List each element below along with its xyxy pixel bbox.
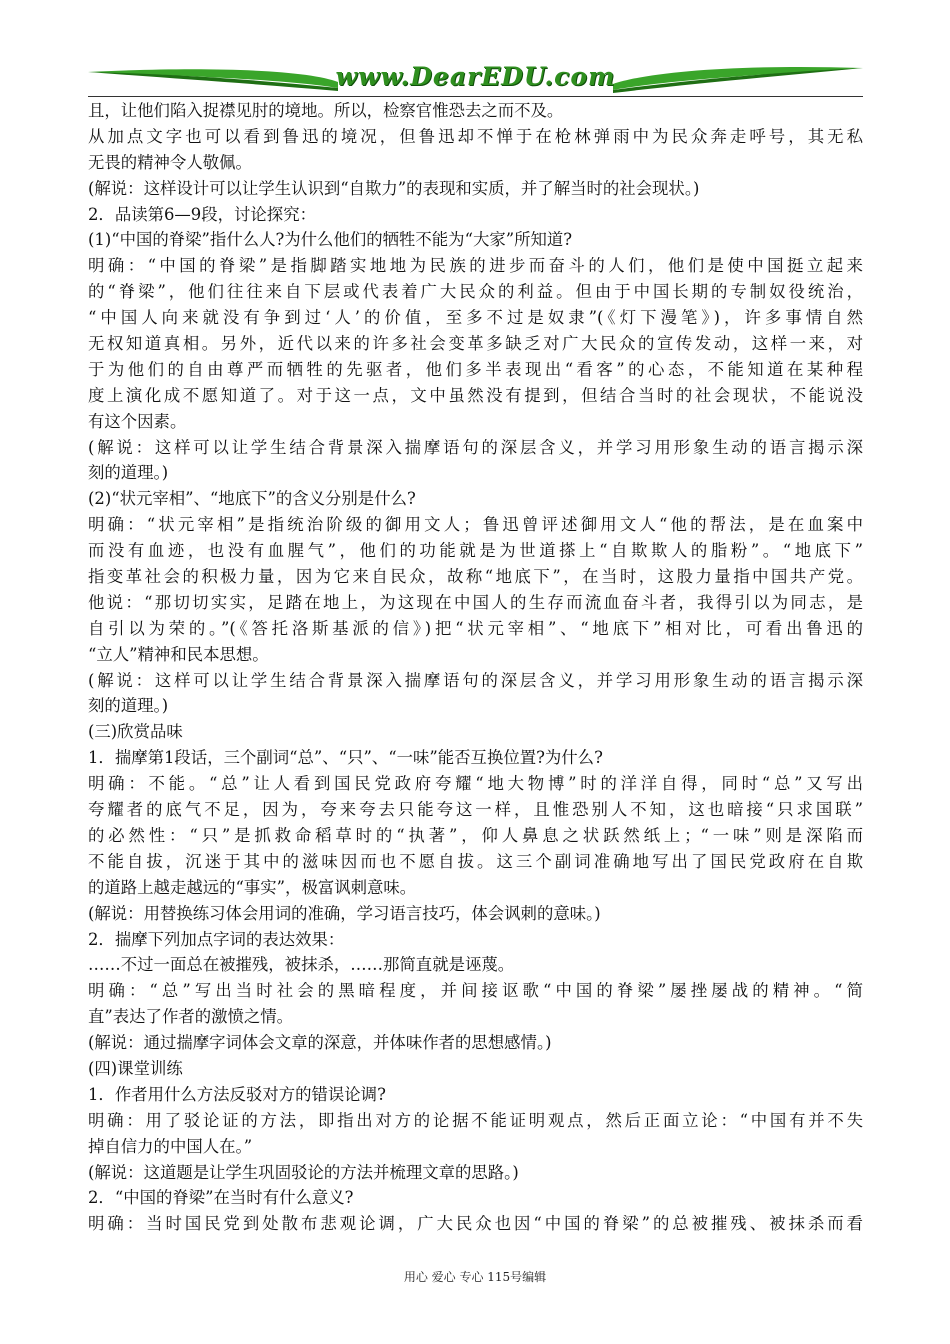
- text-line: 的道路上越走越远的“事实”，极富讽刺意味。: [88, 877, 417, 897]
- text-line: 自引以为荣的。”(《答托洛斯基派的信》)把“状元宰相”、“地底下”相对比，可看出鲁迅的: [88, 618, 863, 638]
- text-line: 刻的道理。): [88, 463, 169, 483]
- text-line: 有这个因素。: [88, 411, 187, 431]
- text-line: 明确：用了驳论证的方法，即指出对方的论据不能证明观点，然后正面立论：“中国有并不失: [88, 1110, 863, 1130]
- text-line: 且，让他们陷入捉襟见肘的境地。所以，检察官惟恐去之而不及。: [88, 101, 564, 120]
- text-line: 明确：不能。“总”让人看到国民党政府夸耀“地大物博”时的洋洋自得，同时“总”又写出: [88, 774, 863, 794]
- text-line: 明确：“总”写出当时社会的黑暗程度，并间接讴歌“中国的脊梁”屡挫屡战的精神。“简: [88, 981, 863, 1001]
- text-line: (1)“中国的脊梁”指什么人?为什么他们的牺牲不能为“大家”所知道?: [88, 230, 573, 250]
- text-line: 从加点文字也可以看到鲁迅的境况，但鲁迅却不惮于在枪林弹雨中为民众奔走呼号，其无私: [88, 126, 863, 146]
- text-line: 2．“中国的脊梁”在当时有什么意义?: [88, 1188, 354, 1208]
- text-line: 指变革社会的积极力量，因为它来自民众，故称“地底下”，在当时，这股力量指中国共产党。: [88, 567, 863, 587]
- text-line: (解说：用替换练习体会用词的准确，学习语言技巧，体会讽刺的意味。): [88, 903, 601, 923]
- text-line: (2)“状元宰相”、“地底下”的含义分别是什么?: [88, 489, 416, 509]
- text-line: 直”表达了作者的激愤之情。: [88, 1007, 294, 1027]
- text-line: 于为他们的自由尊严而牺牲的先驱者，他们多半表现出“看客”的心态，不能知道在某种程: [88, 359, 863, 379]
- text-line: (解说：这样设计可以让学生认识到“自欺力”的表现和实质，并了解当时的社会现状。): [88, 178, 700, 198]
- text-line: (解说：这样可以让学生结合背景深入揣摩语句的深层含义，并学习用形象生动的语言揭示深: [88, 670, 863, 690]
- text-line: 不能自拔，沉迷于其中的滋味因而也不愿自拔。这三个副词准确地写出了国民党政府在自欺: [88, 851, 863, 871]
- text-line: “立人”精神和民本思想。: [88, 644, 269, 664]
- text-line: 1．揣摩第1段话，三个副词“总”、“只”、“一味”能否互换位置?为什么?: [88, 748, 603, 768]
- text-line: 的必然性：“只”是抓救命稻草时的“执著”，仰人鼻息之状跃然纸上；“一味”则是深陷而: [88, 825, 863, 845]
- text-line: (四)课堂训练: [88, 1058, 183, 1078]
- text-line: (三)欣赏品味: [88, 722, 183, 742]
- text-line: 掉自信力的中国人在。”: [88, 1136, 253, 1156]
- text-line: 而没有血迹，也没有血腥气”，他们的功能就是为世道搽上“自欺欺人的脂粉”。“地底下”: [88, 541, 863, 561]
- text-line: ……不过一面总在被摧残，被抹杀，……那简直就是诬蔑。: [88, 955, 515, 975]
- text-line: 无畏的精神令人敬佩。: [88, 152, 252, 172]
- document-body: [88, 98, 863, 1237]
- text-line: (解说：这样可以让学生结合背景深入揣摩语句的深层含义，并学习用形象生动的语言揭示深: [88, 437, 863, 457]
- text-line: (解说：通过揣摩字词体会文章的深意，并体味作者的思想感情。): [88, 1033, 552, 1053]
- text-line: 他说：“那切切实实，足踏在地上，为这现在中国人的生存而流血奋斗者，我得引以为同志，是: [88, 592, 863, 612]
- text-line: 明确：当时国民党到处散布悲观论调，广大民众也因“中国的脊梁”的总被摧残、被抹杀而看: [88, 1214, 863, 1234]
- text-line: 无权知道真相。另外，近代以来的许多社会变革多缺乏对广大民众的宣传发动，这样一来，对: [88, 334, 863, 354]
- page-footer: 用心 爱心 专心 115号编辑: [403, 1270, 547, 1284]
- text-line: 2．揣摩下列加点字词的表达效果：: [88, 929, 345, 949]
- text-line: 夸耀者的底气不足，因为，夸来夸去只能夸这一样，且惟恐别人不知，这也暗接“只求国联”: [88, 800, 863, 820]
- text-line: 明确：“状元宰相”是指统治阶级的御用文人；鲁迅曾评述御用文人“他的帮法，是在血案中: [88, 515, 863, 535]
- text-line: 明确：“中国的脊梁”是指脚踏实地地为民族的进步而奋斗的人们，他们是使中国挺立起来: [88, 256, 863, 276]
- text-line: 1．作者用什么方法反驳对方的错误论调?: [88, 1084, 386, 1104]
- text-line: 度上演化成不愿知道了。对于这一点，文中虽然没有提到，但结合当时的社会现状，不能说没: [88, 385, 863, 405]
- text-line: 的“脊梁”，他们往往来自下层或代表着广大民众的利益。但由于中国长期的专制奴役统治，: [88, 282, 863, 302]
- site-logo-text: www.DearEDU.com: [335, 62, 616, 91]
- text-line: “中国人向来就没有争到过‘人’的价值，至多不过是奴隶”(《灯下漫笔》)，许多事情自然: [88, 308, 863, 328]
- text-line: (解说：这道题是让学生巩固驳论的方法并梳理文章的思路。): [88, 1162, 519, 1182]
- text-line: 2．品读第6—9段，讨论探究：: [88, 204, 316, 224]
- header-divider: [88, 96, 863, 97]
- text-line: 刻的道理。): [88, 696, 169, 716]
- site-header: [88, 58, 863, 100]
